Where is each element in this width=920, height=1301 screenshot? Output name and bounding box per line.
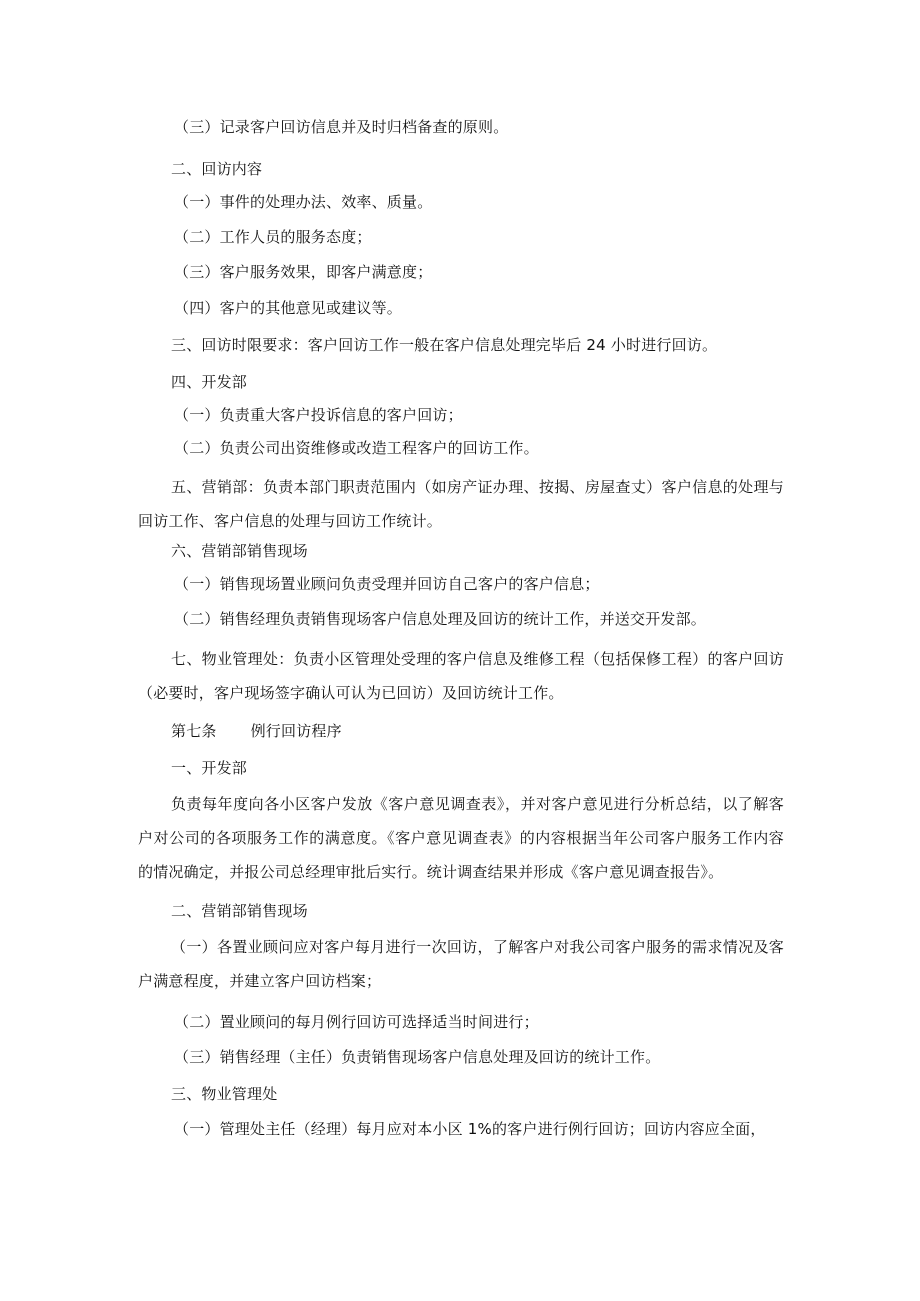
routine-sales-item-1: （一）各置业顾问应对客户每月进行一次回访，了解客户对我公司客户服务的需求情况及客户满意程度，并建立客户回访档案； <box>138 938 784 990</box>
routine-property-heading: 三、物业管理处 <box>171 1085 278 1103</box>
sales-item-1: （一）销售现场置业顾问负责受理并回访自己客户的客户信息； <box>174 575 600 593</box>
article-title: 例行回访程序 <box>250 722 342 740</box>
content-item-1: （一）事件的处理办法、效率、质量。 <box>174 193 433 211</box>
section-4-heading: 四、开发部 <box>171 373 248 391</box>
section-5-marketing: 五、营销部：负责本部门职责范围内（如房产证办理、按揭、房屋查丈）客户信息的处理与回访工作、客户信息的处理与回访工作统计。 <box>138 478 784 530</box>
dev-item-1: （一）负责重大客户投诉信息的客户回访； <box>174 406 463 424</box>
routine-sales-item-3: （三）销售经理（主任）负责销售现场客户信息处理及回访的统计工作。 <box>174 1048 661 1066</box>
section-2-heading: 二、回访内容 <box>171 160 263 178</box>
section-6-heading: 六、营销部销售现场 <box>171 542 308 560</box>
content-item-4: （四）客户的其他意见或建议等。 <box>174 299 403 317</box>
article-number: 第七条 <box>171 722 217 740</box>
content-item-2: （二）工作人员的服务态度； <box>174 228 372 246</box>
section-7-property: 七、物业管理处：负责小区管理处受理的客户信息及维修工程（包括保修工程）的客户回访（必要时，客户现场签字确认可认为已回访）及回访统计工作。 <box>138 650 784 702</box>
routine-dev-body: 负责每年度向各小区客户发放《客户意见调查表》，并对客户意见进行分析总结，以了解客户对公司的各项服务工作的满意度。《客户意见调查表》的内容根据当年公司客户服务工作内容的情况确定，并报公司总经理审批后实行。统计调查结果并形成《客户意见调查报告》。 <box>138 795 784 881</box>
principle-3: （三）记录客户回访信息并及时归档备查的原则。 <box>174 118 509 136</box>
routine-sales-heading: 二、营销部销售现场 <box>171 902 308 920</box>
sales-item-2: （二）销售经理负责销售现场客户信息处理及回访的统计工作，并送交开发部。 <box>174 610 707 628</box>
dev-item-2: （二）负责公司出资维修或改造工程客户的回访工作。 <box>174 439 539 457</box>
routine-sales-item-2: （二）置业顾问的每月例行回访可选择适当时间进行； <box>174 1013 539 1031</box>
article-7-heading <box>171 721 342 741</box>
routine-dev-heading: 一、开发部 <box>171 759 248 777</box>
routine-property-item-1: （一）管理处主任（经理）每月应对本小区 1%的客户进行例行回访；回访内容应全面， <box>174 1120 766 1138</box>
content-item-3: （三）客户服务效果，即客户满意度； <box>174 263 433 281</box>
section-3-time-limit: 三、回访时限要求：客户回访工作一般在客户信息处理完毕后 24 小时进行回访。 <box>171 336 718 354</box>
